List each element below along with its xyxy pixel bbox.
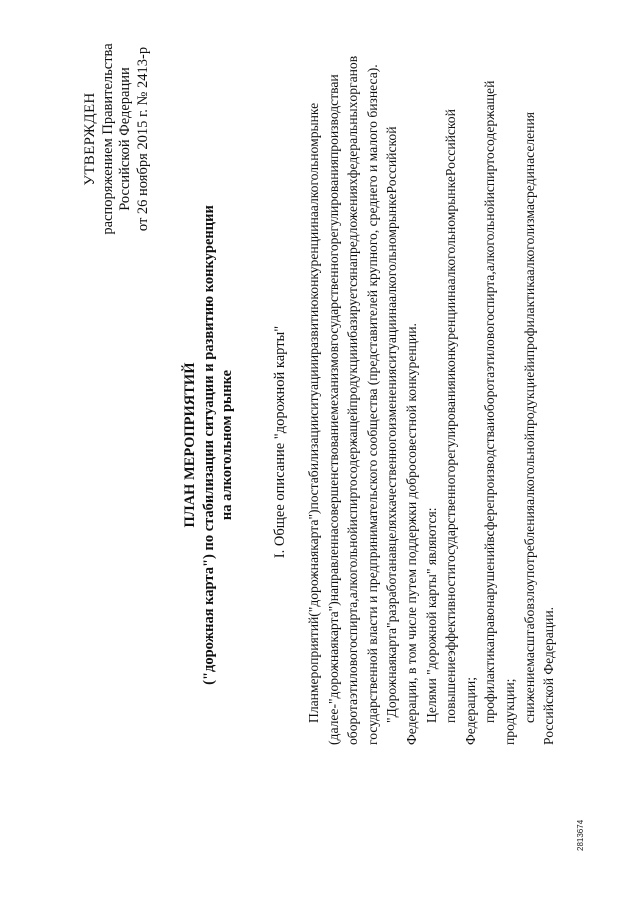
body-word: целях (384, 512, 400, 546)
body-word: стабилизации (306, 415, 321, 496)
body-word: ("дорожная (306, 550, 321, 617)
body-line (520, 112, 540, 745)
body-word: государственного (325, 244, 341, 346)
body-line: Целями "дорожной карты" являются: (423, 507, 439, 723)
body-line (324, 74, 344, 745)
body-word: спиртосодержащей (482, 80, 498, 193)
body-word: алкоголизма (521, 204, 537, 276)
body-word: регулирования (443, 380, 459, 466)
body-word: на (384, 301, 400, 316)
body-word: злоупотребления (521, 504, 537, 604)
body-word: среди (521, 171, 537, 205)
body-word: в (482, 536, 498, 543)
approval-line-2: Российской Федерации (117, 67, 133, 211)
body-word: базируется (345, 274, 361, 338)
body-word: направлен (325, 541, 341, 602)
body-word: продукцией (521, 364, 537, 434)
body-word: в (384, 545, 400, 553)
body-word: рынке (443, 176, 459, 212)
body-line: продукции; (501, 678, 517, 745)
body-word: и (345, 337, 361, 346)
body-word: конкуренции (443, 297, 459, 373)
body-word: алкогольном (384, 229, 400, 302)
body-word: повышение (443, 656, 459, 723)
body-word: производства (482, 425, 498, 503)
body-line: Федерации, в том числе путем поддержки добросовестной конкуренции. (403, 323, 419, 745)
body-word: на (443, 284, 459, 298)
body-word: эффективности (443, 567, 459, 657)
body-word: спирта, (345, 598, 361, 642)
body-line (343, 55, 363, 745)
body-word: алкогольном (306, 138, 321, 212)
body-word: Российской (443, 109, 459, 177)
body-word: и (521, 357, 537, 365)
body-line (382, 126, 402, 745)
body-word: оборота (482, 371, 498, 418)
body-word: сфере (482, 502, 498, 537)
body-word: по (306, 495, 321, 510)
body-word: - (325, 704, 341, 709)
body-word: и (345, 519, 361, 527)
body-word: совершенствование (325, 414, 341, 529)
body-word: профилактика (482, 641, 498, 723)
document-title (181, 145, 236, 745)
body-word: алкогольной (482, 199, 498, 272)
body-word: федеральных (345, 101, 361, 179)
document-id: 2813674 (576, 819, 585, 851)
body-word: развитию (306, 299, 321, 355)
body-word: на (325, 528, 341, 542)
approval-line-3: от 26 ноября 2015 г. № 2413-р (134, 46, 151, 232)
body-line (480, 80, 500, 745)
body-word: органов (345, 55, 361, 102)
approval-stamp (82, 24, 152, 254)
body-word: государственного (443, 465, 459, 568)
body-word: регулирования (325, 158, 341, 245)
body-word: механизмов (325, 345, 341, 415)
body-word: на (306, 211, 321, 225)
body-word: карта") (325, 601, 341, 643)
body-word: этилового (482, 314, 498, 372)
approved-label: УТВЕРЖДЕН (82, 92, 98, 186)
body-word: разработана (384, 552, 400, 623)
body-word: предложениях (345, 178, 361, 262)
body-word: алкогольном (443, 211, 459, 285)
body-word: и (482, 417, 498, 426)
body-word: и (443, 372, 459, 381)
body-word: алкогольной (345, 526, 361, 599)
body-word: спиртосодержащей (345, 407, 361, 520)
body-word: оборота (345, 698, 361, 745)
body-word: рынке (306, 102, 321, 139)
body-word: и (482, 192, 498, 200)
body-word: ситуации (306, 362, 321, 416)
body-word: изменения (384, 368, 400, 430)
body-word: этилового (345, 641, 361, 699)
body-word: (далее (325, 708, 341, 745)
body-word: качественного (384, 430, 400, 513)
approval-line-1: распоряжением Правительства (99, 43, 116, 235)
body-word: масштабов (521, 603, 537, 667)
title-line-1: ПЛАН МЕРОПРИЯТИЙ (182, 362, 198, 528)
title-line-3: на алкогольном рынке (219, 369, 235, 521)
body-word: спирта, (482, 271, 498, 314)
body-word: продукции (345, 345, 361, 408)
body-line: государственной власти и предпринимательского сообщества (представителей крупного, среднего и малого бизнеса). (364, 64, 380, 745)
body-word: производства (325, 81, 341, 159)
body-word: мероприятий (306, 616, 321, 694)
body-word: карта" (384, 622, 400, 660)
body-word: Российской (384, 126, 400, 194)
body-word: и (325, 74, 341, 82)
body-word: правонарушений (482, 542, 498, 642)
section-heading: I. Общее описание "дорожной карты" (272, 325, 288, 559)
body-word: План (306, 693, 321, 723)
body-word: конкуренции (306, 224, 321, 300)
body-word: населения (521, 112, 537, 172)
body-word: алкогольной (521, 433, 537, 505)
body-line (441, 109, 461, 745)
body-line: Федерации; (462, 677, 478, 745)
title-line-2: ("дорожная карта") по стабилизации ситуации и развитию конкуренции (201, 205, 217, 685)
body-word: профилактика (521, 275, 537, 358)
body-word: снижение (521, 666, 537, 723)
body-word: "дорожная (325, 642, 341, 705)
body-word: карта") (306, 509, 321, 551)
body-line (304, 102, 324, 745)
body-word: ситуации (384, 315, 400, 369)
body-word: и (306, 354, 321, 363)
body-text (304, 55, 559, 745)
body-line: Российской Федерации. (541, 607, 557, 745)
body-word: "Дорожная (384, 659, 400, 723)
body-word: на (345, 261, 361, 275)
body-word: рынке (384, 193, 400, 230)
